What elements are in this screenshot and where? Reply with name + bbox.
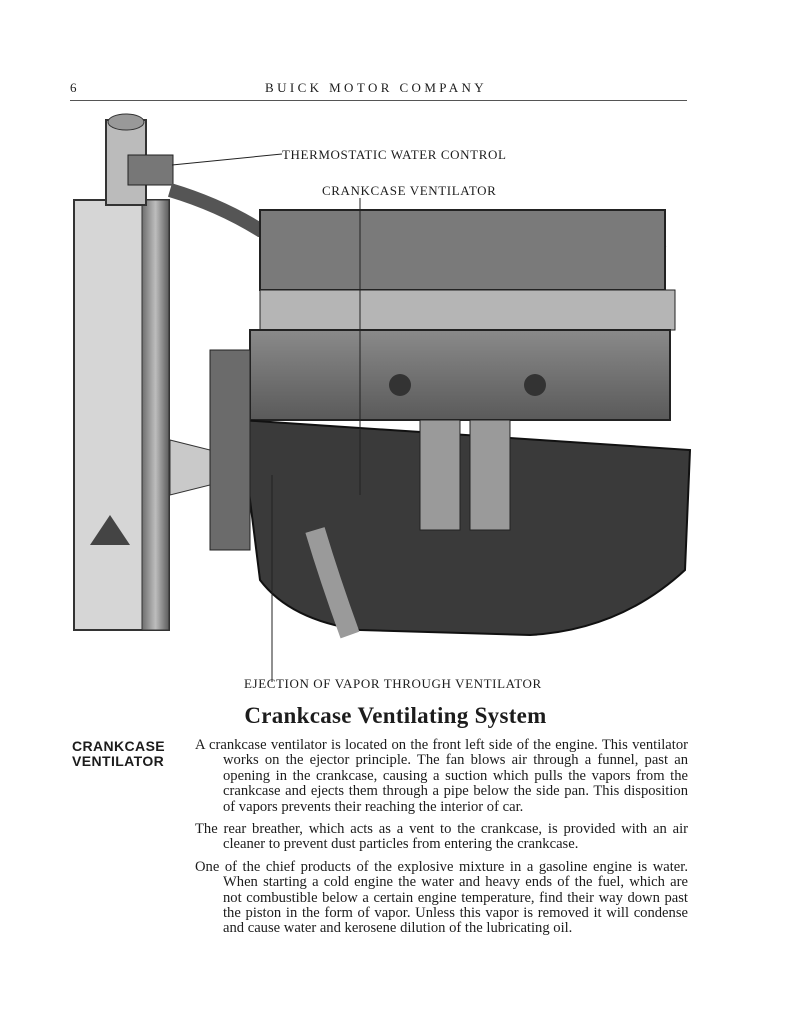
piston-rod	[470, 420, 510, 530]
engine-block	[250, 210, 675, 420]
paragraph: A crankcase ventilator is located on the front left side of the engine. This ventilator works on the ejector principle. The fan blows air through a funnel, past an opening in the crankcase, causing a suction which pulls the vapors from the crankcase and ejects them through a pipe below the side pan. This disposition of vapors prevents their reaching the interior of car.	[195, 737, 688, 815]
callout-crankcase-ventilator: CRANKCASE VENTILATOR	[322, 183, 497, 198]
side-heading	[72, 739, 165, 769]
section-title: Crankcase Ventilating System	[244, 703, 547, 728]
body-text	[195, 738, 688, 944]
paragraph: One of the chief products of the explosive mixture in a gasoline engine is water. When starting a cold engine the water and heavy ends of the fuel, which are not combustible below a certain engine temperature, find their way down past the piston in the form of vapor. Unless this vapor is removed it will condense and cause water and kerosene dilution of the lubricating oil.	[195, 858, 688, 937]
running-head: BUICK MOTOR COMPANY	[265, 80, 488, 95]
piston-rod	[420, 420, 460, 530]
paragraph: The rear breather, which acts as a vent to the crankcase, is provided with an air cleaner to prevent dust particles from entering the crankcase.	[195, 821, 688, 853]
callout-thermostatic-water-control: THERMOSTATIC WATER CONTROL	[282, 147, 507, 162]
thermostat-housing	[128, 155, 173, 185]
callout-ejection-of-vapor: EJECTION OF VAPOR THROUGH VENTILATOR	[244, 676, 542, 691]
fan-funnel	[170, 350, 250, 550]
page-number: 6	[70, 80, 78, 95]
header-rule	[70, 100, 687, 101]
side-heading-line: CRANKCASE	[72, 738, 166, 754]
radiator	[74, 114, 173, 630]
side-heading-line: VENTILATOR	[72, 753, 165, 769]
crankcase-pan	[240, 420, 690, 635]
